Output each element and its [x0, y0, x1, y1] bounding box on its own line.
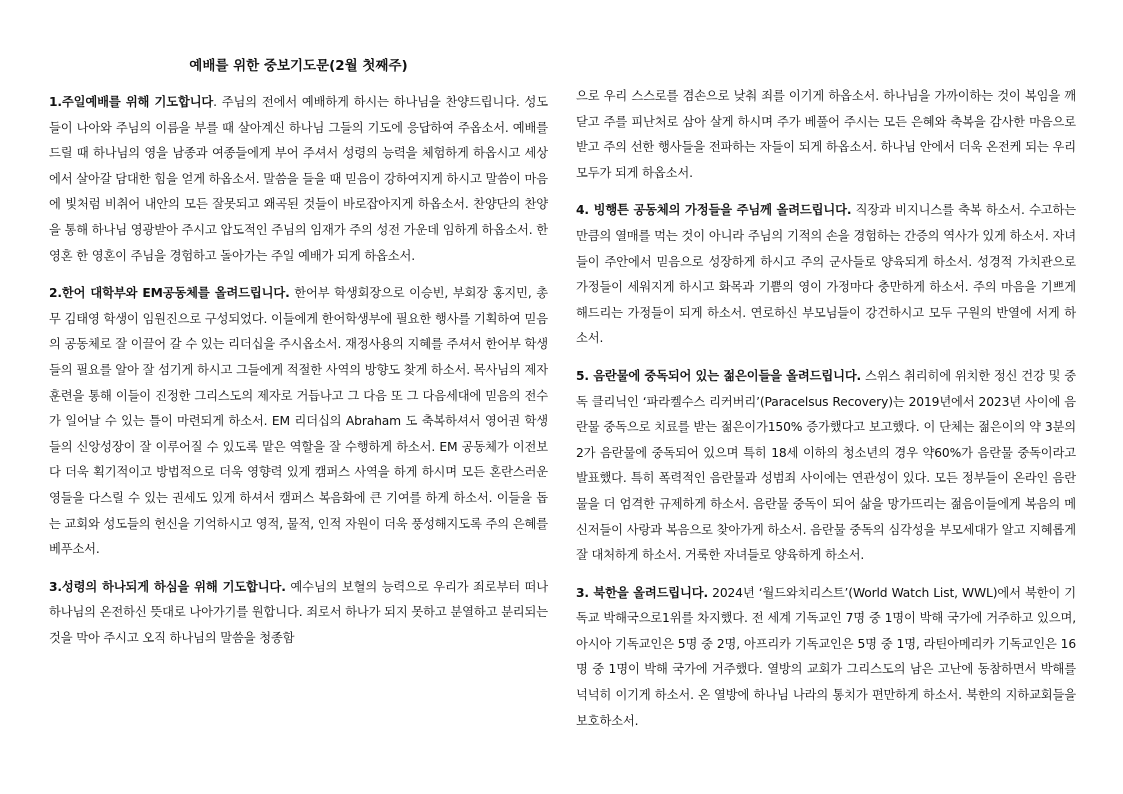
prayer-section-unity: [49, 575, 548, 652]
prayer-section-worship: [49, 90, 548, 269]
prayer-section-families: [576, 198, 1076, 352]
section-body: 예수님의 보혈의 능력으로 우리가 죄로부터 떠나 하나님의 온전하신 뜻대로 나아가기를 원합니다. 죄로서 하나가 되지 못하고 분열하고 분리되는 것을 막아 주시고 오직 하나님의 말씀을 청종함: [49, 579, 548, 645]
section-body: 한어부 학생회장으로 이승빈, 부회장 홍지민, 총무 김태영 학생이 임원진으로 구성되었다. 이들에게 한어학생부에 필요한 행사를 기획하여 믿음의 공동체로 잘 이끌어 갈 수 있는 리더십을 주시옵소서. 재정사용의 지혜를 주셔서 한어부 학생들의 필요를 알아 잘 섬기게 하시고 그들에게 적절한 사역의 방향도 찾게 하소서. 목사님의 제자훈련을 통해 이들이 진정한 그리스도의 제자로 거듭나고 그 다음 또 그 다음세대에 믿음의 전수가 일어날 수 있는 틀이 마련되게 하소서. EM 리더십의 Abraham 도 축복하셔서 영어권 학생들의 신앙성장이 잘 이루어질 수 있도록 맡은 역할을 잘 수행하게 하소서. EM 공동체가 이전보다 더욱 획기적이고 방법적으로 더욱 영향력 있게 캠퍼스 사역을 하게 하시며 모든 혼란스러운 영들을 다스릴 수 있는 권세도 있게 하셔서 캠퍼스 복음화에 큰 기여를 하게 하소서. 이들을 돕는 교회와 성도들의 헌신을 기억하시고 영적, 물적, 인적 자원이 더욱 풍성해지도록 주의 은혜를 베푸소서.: [49, 286, 549, 557]
section-body: 스위스 취리히에 위치한 정신 건강 및 중독 클리닉인 ‘파라켈수스 리커버리’(Paracelsus Recovery)는 2019년에서 2023년 사이에 음란물 중독으로 치료를 받는 젊은이가150% 증가했다고 보고했다. 이 단체는 젊은이의 약 3분의 2가 음란물에 중독되어 있으며 특히 18세 이하의 청소년의 경우 약60%가 음란물 중독이라고 발표했다. 특히 폭력적인 음란물과 성범죄 사이에는 연관성이 있다. 모든 정부들이 온라인 음란물을 더 엄격한 규제하게 하소서. 음란물 중독이 되어 삶을 망가뜨리는 젊음이들에게 복음의 메신저들이 사랑과 복음으로 찾아가게 하소서. 음란물 중독의 심각성을 부모세대가 알고 지혜롭게 잘 대처하게 하소서. 거룩한 자녀들로 양육하게 하소서.: [576, 368, 1076, 563]
right-column-flow: [576, 84, 1076, 734]
section-heading: 4. 빙행튼 공동체의 가정들을 주님께 올려드립니다.: [576, 203, 852, 218]
prayer-section-north-korea: [576, 581, 1076, 735]
section-gap: [576, 569, 1076, 581]
section-body: 2024년 ‘월드와치리스트’(World Watch List, WWL)에서 북한이 기독교 박해국으로1위를 차지했다. 전 세계 기독교인 7명 중 1명이 박해 국가에 거주하고 있으며, 아시아 기독교인은 5명 중 2명, 아프리카 기독교인은 5명 중 1명, 라틴아메리카 기독교인은 16명 중 1명이 박해 국가에 거주했다. 열방의 교회가 그리스도의 남은 고난에 동참하면서 박해를 넉넉히 이기게 하소서. 온 열방에 하나님 나라의 통치가 편만하게 하소서. 북한의 지하교회들을 보호하소서.: [576, 585, 1076, 728]
document-title: 예배를 위한 중보기도문(2월 첫째주): [189, 58, 408, 74]
section-gap: [49, 269, 548, 281]
section-heading: 5. 음란물에 중독되어 있는 젊은이들을 올려드립니다.: [576, 368, 862, 383]
section-heading: 2.한어 대학부와 EM공동체를 올려드립니다.: [49, 286, 290, 301]
prayer-section-youth: [576, 364, 1076, 569]
section-heading: 1.주일예배를 위해 기도합니다: [49, 95, 214, 109]
prayer-section-unity-continued: [576, 84, 1076, 186]
section-body: 으로 우리 스스로를 겸손으로 낮춰 죄를 이기게 하옵소서. 하나님을 가까이하는 것이 복임을 깨닫고 주를 피난처로 삼아 살게 하시며 주가 베풀어 주시는 모든 은혜와 축복을 감사한 마음으로 받고 주의 선한 행사들을 전파하는 자들이 되게 하옵소서. 하나님 안에서 더욱 온전케 되는 우리 모두가 되게 하옵소서.: [576, 89, 1076, 180]
section-body: . 주님의 전에서 예배하게 하시는 하나님을 찬양드립니다. 성도들이 나아와 주님의 이름을 부를 때 살아계신 하나님 그들의 기도에 응답하여 주옵소서. 예배를 드릴 때 하나님의 영을 남종과 여종들에게 부어 주셔서 성령의 능력을 체험하게 하옵시고 세상에서 살아갈 담대한 힘을 얻게 하옵소서. 말씀을 들을 때 믿음이 강하여지게 하시고 말씀이 마음에 빛처럼 비취어 내안의 모든 잘못되고 왜곡된 것들이 바로잡아지게 하옵소서. 찬양단의 찬양을 통해 하나님 영광받아 주시고 압도적인 주님의 임재가 주의 성전 가운데 임하게 하옵소서. 한 영혼 한 영혼이 주님을 경험하고 돌아가는 주일 예배가 되게 하옵소서.: [49, 95, 548, 263]
section-body: 직장과 비지니스를 축복 하소서. 수고하는 만큼의 열매를 먹는 것이 아니라 주님의 기적의 손을 경험하는 간증의 역사가 있게 하소서. 자녀들이 주안에서 믿음으로 성장하게 하시고 주의 군사들로 양육되게 하소서. 성경적 가치관으로 가정들이 세워지게 하시고 화목과 기쁨의 영이 가정마다 충만하게 하소서. 주의 마음을 기쁘게 해드리는 가정들이 되게 하소서. 연로하신 부모님들이 강건하시고 모두 구원의 반열에 서게 하소서.: [576, 203, 1076, 346]
section-heading: 3. 북한을 올려드립니다.: [576, 585, 709, 600]
section-gap: [576, 352, 1076, 364]
section-gap: [576, 186, 1076, 198]
left-column-flow: [49, 90, 548, 651]
section-heading: 3.성령의 하나되게 하심을 위해 기도합니다.: [49, 579, 286, 594]
section-gap: [49, 563, 548, 575]
prayer-section-college-em: [49, 281, 548, 563]
